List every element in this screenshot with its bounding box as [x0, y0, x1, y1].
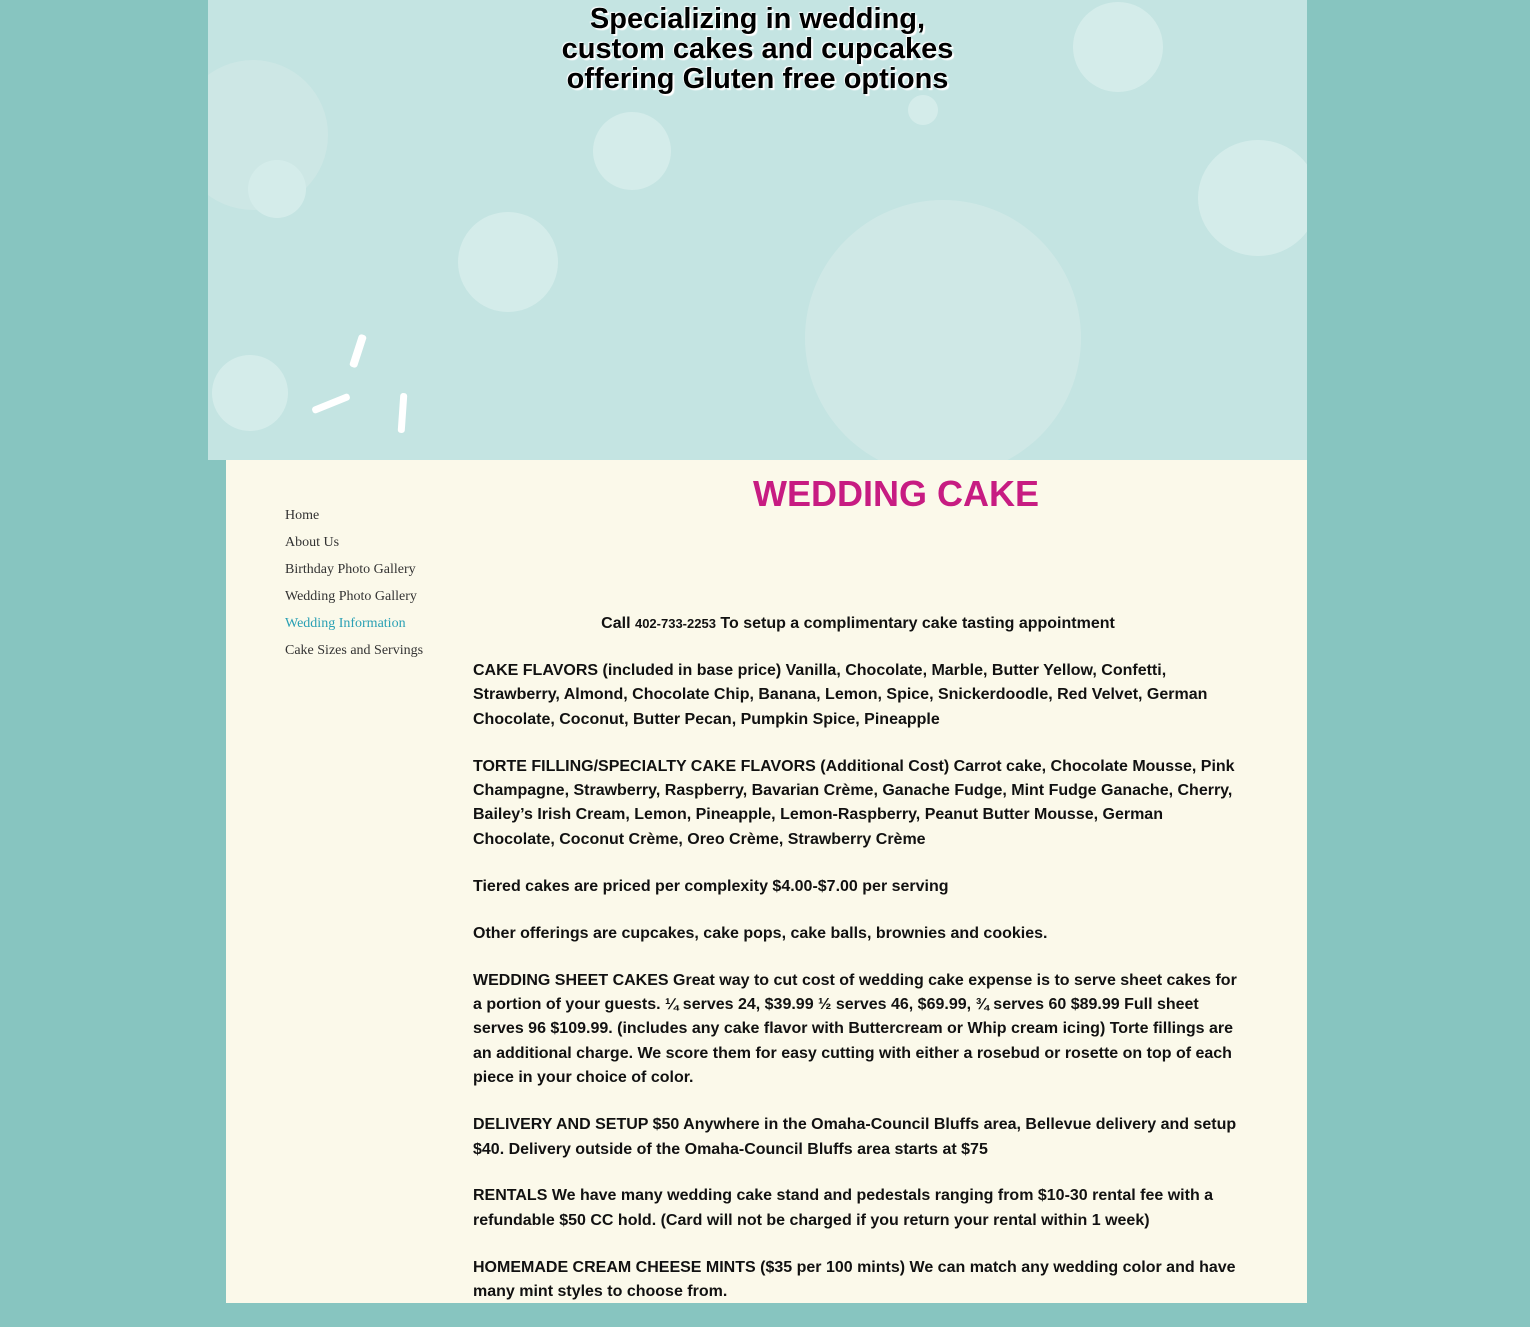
nav-item-birthday-photo-gallery[interactable]: Birthday Photo Gallery — [285, 562, 416, 577]
delivery-paragraph: DELIVERY AND SETUP $50 Anywhere in the Omaha-Council Bluffs area, Bellevue delivery and setup $40. Delivery outside of the Omaha-Council Bluffs area starts at $75 — [473, 1116, 1237, 1158]
decorative-bubble — [458, 212, 558, 312]
tagline-line: offering Gluten free options — [566, 63, 949, 95]
nav-item-about-us[interactable]: About Us — [285, 535, 340, 550]
decorative-bubble — [593, 112, 671, 190]
tiered-pricing-paragraph: Tiered cakes are priced per complexity $4.00-$7.00 per serving — [473, 877, 949, 895]
main-content — [473, 612, 1243, 1327]
nav-item-wedding-photo-gallery[interactable]: Wedding Photo Gallery — [285, 589, 417, 604]
decorative-bubble — [212, 355, 288, 431]
site-nav — [285, 505, 423, 667]
mints-paragraph: HOMEMADE CREAM CHEESE MINTS ($35 per 100 mints) We can match any wedding color and have many mint styles to choose from. — [473, 1258, 1236, 1301]
call-prefix: Call — [601, 615, 635, 632]
cake-flavors-paragraph: CAKE FLAVORS (included in base price) Vanilla, Chocolate, Marble, Butter Yellow, Confetti, Strawberry, Almond, Chocolate Chip, Banana, Lemon, Spice, Snickerdoodle, Red Velvet, German Chocolate, Coconut, Butter Pecan, Pumpkin Spice, Pineapple — [473, 661, 1208, 728]
decorative-stroke — [311, 393, 351, 414]
decorative-bubble — [805, 200, 1081, 460]
phone-number: 402-733-2253 — [634, 616, 716, 631]
decorative-bubble — [248, 160, 306, 218]
call-line — [473, 612, 1243, 636]
sheet-cakes-paragraph: WEDDING SHEET CAKES Great way to cut cost of wedding cake expense is to serve sheet cakes for a portion of your guests. ¼ serves 24, $39.99 ½ serves 46, $69.99, ¾ serves 60 $89.99 Full sheet serves 96 $109.99. (includes any cake flavor with Buttercream or Whip cream icing) Torte fillings are an additional charge. We score them for easy cutting with either a rosebud or rosette on top of each piece in your choice of color. — [473, 971, 1237, 1087]
header-tagline — [208, 4, 1307, 94]
decorative-bubble — [908, 95, 938, 125]
decorative-bubble — [1198, 140, 1307, 256]
header-banner — [208, 0, 1307, 460]
tagline-line: custom cakes and cupcakes — [561, 33, 954, 65]
nav-item-wedding-information[interactable]: Wedding Information — [285, 616, 406, 631]
torte-filling-paragraph: TORTE FILLING/SPECIALTY CAKE FLAVORS (Additional Cost) Carrot cake, Chocolate Mousse, Pink Champagne, Strawberry, Raspberry, Bavarian Crème, Ganache Fudge, Mint Fudge Ganache, Cherry, Bailey’s Irish Cream, Lemon, Pineapple, Lemon-Raspberry, Peanut Butter Mousse, German Chocolate, Coconut Crème, Oreo Crème, Strawberry Crème — [473, 757, 1235, 848]
other-offerings-paragraph: Other offerings are cupcakes, cake pops, cake balls, brownies and cookies. — [473, 924, 1048, 942]
nav-item-cake-sizes-and-servings[interactable]: Cake Sizes and Servings — [285, 643, 424, 658]
page-title: WEDDING CAKE — [753, 473, 1039, 514]
call-suffix: To setup a complimentary cake tasting appointment — [715, 615, 1115, 632]
decorative-stroke — [349, 334, 367, 369]
rentals-paragraph: RENTALS We have many wedding cake stand and pedestals ranging from $10-30 rental fee with a refundable $50 CC hold. (Card will not be charged if you return your rental within 1 week) — [473, 1187, 1214, 1229]
content-panel — [226, 460, 1307, 1303]
nav-item-home[interactable]: Home — [285, 508, 320, 523]
decorative-stroke — [398, 393, 408, 433]
tagline-line: Specializing in wedding, — [589, 3, 926, 35]
